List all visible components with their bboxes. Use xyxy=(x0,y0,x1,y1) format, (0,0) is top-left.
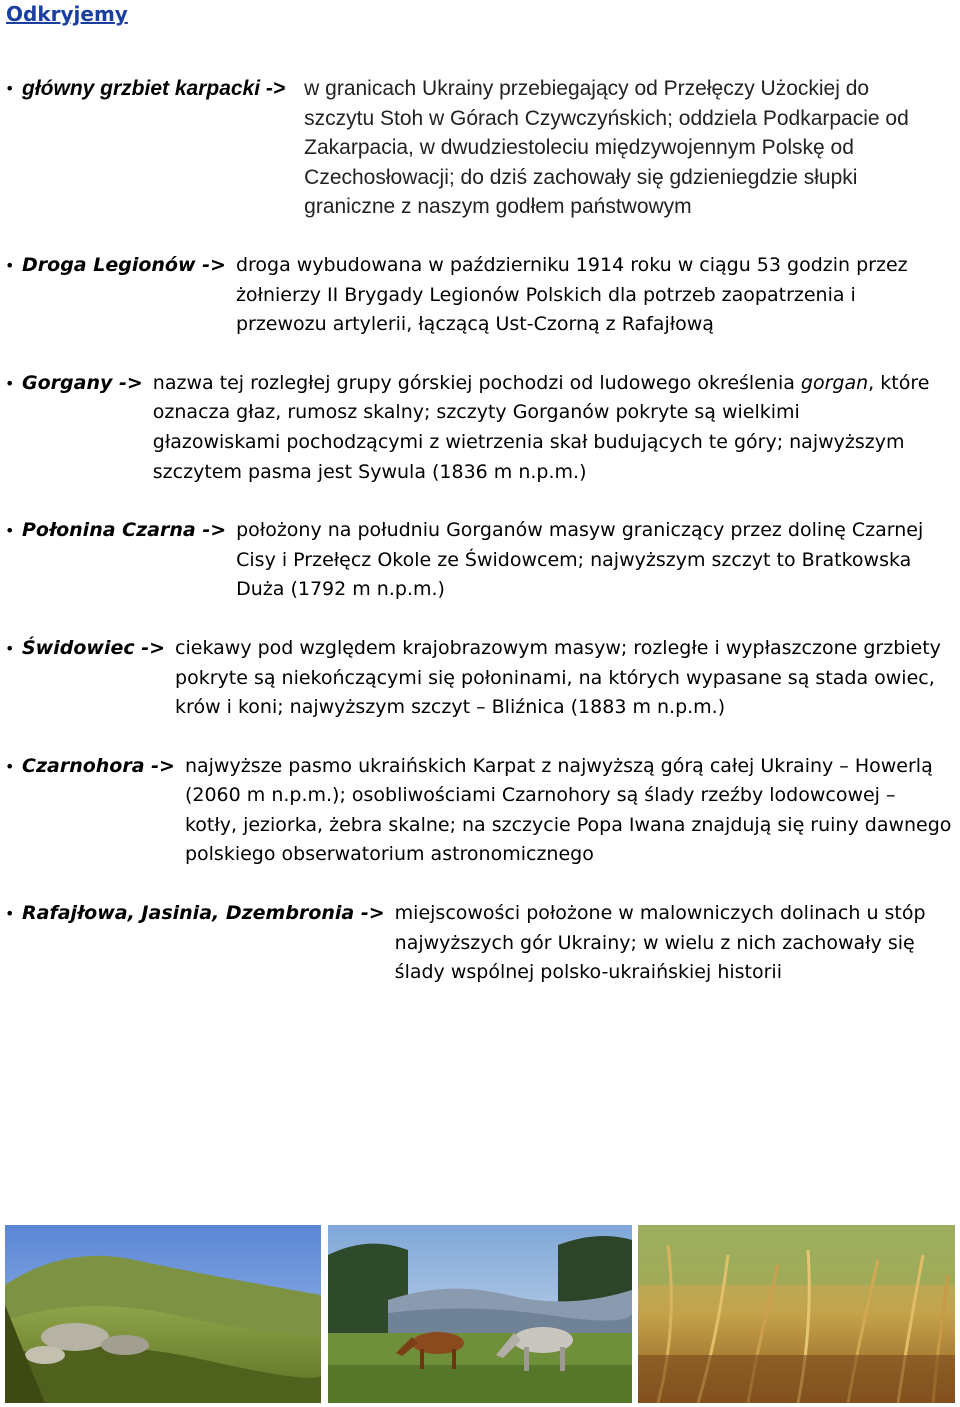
bullet-icon: • xyxy=(5,373,15,393)
photo-strip xyxy=(5,1225,955,1403)
horses-meadow-photo xyxy=(328,1225,632,1403)
bullet-icon: • xyxy=(5,79,15,98)
autumn-grass-image xyxy=(638,1225,955,1403)
page-heading: Odkryjemy xyxy=(6,2,128,26)
entry-description: miejscowości położone w malowniczych dolinach u stóp najwyższych gór Ukrainy; w wielu z nich zachowały się ślady wspólnej polsko-ukraińskiej historii xyxy=(394,902,926,984)
entry-term: Świdowiec -> xyxy=(22,636,166,659)
list-item xyxy=(0,899,960,988)
mountain-ridge-photo xyxy=(5,1225,321,1403)
entry-description-emphasis: gorgan xyxy=(800,371,869,394)
entry-description: położony na południu Gorganów masyw graniczący przez dolinę Czarnej Cisy i Przełęcz Okole ze Świdowcem; najwyższym szczyt to Bratkowska Duża (1792 m n.p.m.) xyxy=(236,519,924,601)
list-item xyxy=(0,369,960,487)
list-item xyxy=(0,634,960,723)
entry-term: Połonina Czarna -> xyxy=(22,519,227,542)
entry-description: ciekawy pod względem krajobrazowym masyw; rozległe i wypłaszczone grzbiety pokryte są niekończącymi się połoninami, na których wypasane są stada owiec, krów i koni; najwyższym szczyt – Bliźnica (1883 m n.p.m.) xyxy=(175,636,941,719)
entry-description-part: nazwa tej rozległej grupy górskiej pochodzi od ludowego określenia xyxy=(152,371,801,394)
entry-term: Rafajłowa, Jasinia, Dzembronia -> xyxy=(22,902,385,925)
entry-term: Droga Legionów -> xyxy=(22,253,226,276)
entry-term: Czarnohora -> xyxy=(22,754,175,777)
entry-description: w granicach Ukrainy przebiegający od Przełęczy Użockiej do szczytu Stoh w Górach Czywczyńskich; oddziela Podkarpacie od Zakarpacia, w dwudziestoleciu międzywojennym Polskę od Czechosłowacji; do dziś zachowały się gdzieniegdzie słupki graniczne z naszym godłem państwowym xyxy=(304,77,909,219)
list-item xyxy=(0,251,960,340)
entry-term: Gorgany -> xyxy=(22,371,143,394)
bullet-icon: • xyxy=(5,521,15,541)
mountain-ridge-image xyxy=(5,1225,321,1403)
list-item xyxy=(0,74,960,222)
autumn-grass-photo xyxy=(638,1225,955,1403)
horses-meadow-image xyxy=(328,1225,632,1403)
bullet-icon: • xyxy=(5,638,15,658)
list-item xyxy=(0,752,960,870)
bullet-icon: • xyxy=(5,904,15,924)
bullet-icon: • xyxy=(5,255,15,275)
bullet-icon: • xyxy=(5,756,15,776)
entry-description: droga wybudowana w październiku 1914 roku w ciągu 53 godzin przez żołnierzy II Brygady Legionów Polskich dla potrzeb zaopatrzenia i przewozu artylerii, łączącą Ust-Czorną z Rafajłową xyxy=(235,253,908,336)
entry-description xyxy=(153,369,960,487)
entry-description: najwyższe pasmo ukraińskich Karpat z najwyższą górą całej Ukrainy – Howerlą (2060 m n.p.m.); osobliwościami Czarnohory są ślady rzeźby lodowcowej – kotły, jeziorka, żebra skalne; na szczycie Popa Iwana znajdują się ruiny dawnego polskiego obserwatorium astronomicznego xyxy=(184,754,952,866)
list-item xyxy=(0,516,960,605)
entry-term: główny grzbiet karpacki -> xyxy=(22,77,286,100)
entry-list xyxy=(0,74,960,1017)
entry-description-part: , które oznacza głaz, rumosz skalny; szczyty Gorganów pokryte są wielkimi głazowiskami pochodzącymi z wietrzenia skał budujących te góry; najwyższym szczytem pasma jest Sywula (1836 m n.p.m.) xyxy=(152,371,930,483)
